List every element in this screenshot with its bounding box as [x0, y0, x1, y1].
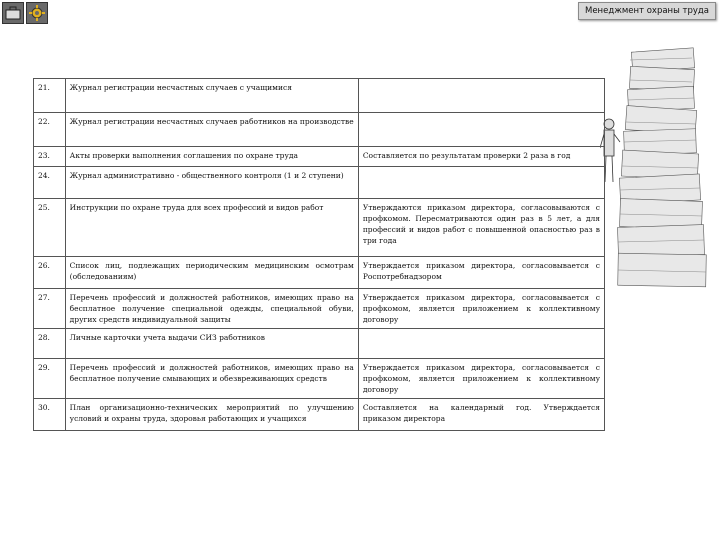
row-note: Составляется по результатам проверки 2 раза в год — [358, 147, 604, 167]
toolbox-icon[interactable] — [2, 2, 24, 24]
table-row — [34, 113, 605, 147]
section-title-badge: Менеджмент охраны труда — [578, 2, 716, 20]
row-note: Утверждаются приказом директора, согласовываются с профкомом. Пересматриваются один раз в 5 лет, а для профессий и видов работ с повышенной опасностью раз в три года — [358, 199, 604, 257]
top-icon-bar — [2, 2, 48, 24]
row-document-name: Личные карточки учета выдачи СИЗ работников — [65, 329, 358, 359]
row-note — [358, 167, 604, 199]
row-document-name: Акты проверки выполнения соглашения по охране труда — [65, 147, 358, 167]
row-document-name: Журнал регистрации несчастных случаев работников на производстве — [65, 113, 358, 147]
table-row — [34, 199, 605, 257]
table-row — [34, 399, 605, 431]
row-number: 28. — [34, 329, 66, 359]
row-note: Утверждается приказом директора, согласовывается с профкомом, является приложением к коллективному договору — [358, 359, 604, 399]
row-document-name: Журнал регистрации несчастных случаев с учащимися — [65, 79, 358, 113]
table-row — [34, 359, 605, 399]
row-note: Утверждается приказом директора, согласовывается с Роспотребнадзором — [358, 257, 604, 289]
row-document-name: План организационно-технических мероприятий по улучшению условий и охраны труда, здоровья работающих и учащихся — [65, 399, 358, 431]
table-row — [34, 329, 605, 359]
row-note: Утверждается приказом директора, согласовывается с профкомом, является приложением к коллективному договору — [358, 289, 604, 329]
row-number: 21. — [34, 79, 66, 113]
table-row — [34, 79, 605, 113]
table-row — [34, 147, 605, 167]
row-document-name: Журнал административно - общественного контроля (1 и 2 ступени) — [65, 167, 358, 199]
gear-icon[interactable] — [26, 2, 48, 24]
row-document-name: Инструкции по охране труда для всех профессий и видов работ — [65, 199, 358, 257]
row-number: 23. — [34, 147, 66, 167]
row-document-name: Перечень профессий и должностей работников, имеющих право на бесплатное получение смывающих и обезвреживающих средств — [65, 359, 358, 399]
row-number: 27. — [34, 289, 66, 329]
table-row — [34, 289, 605, 329]
document-table-container — [33, 78, 605, 431]
row-note — [358, 329, 604, 359]
row-number: 25. — [34, 199, 66, 257]
row-note: Составляется на календарный год. Утверждается приказом директора — [358, 399, 604, 431]
row-note — [358, 113, 604, 147]
row-number: 29. — [34, 359, 66, 399]
row-note — [358, 79, 604, 113]
table-row — [34, 257, 605, 289]
row-number: 30. — [34, 399, 66, 431]
documents-table — [33, 78, 605, 431]
table-row — [34, 167, 605, 199]
row-document-name: Список лиц, подлежащих периодическим медицинским осмотрам (обследованиям) — [65, 257, 358, 289]
paper-stack-illustration — [600, 42, 718, 302]
row-document-name: Перечень профессий и должностей работников, имеющих право на бесплатное получение специальной одежды, специальной обуви, других средств индивидуальной защиты — [65, 289, 358, 329]
row-number: 22. — [34, 113, 66, 147]
row-number: 26. — [34, 257, 66, 289]
row-number: 24. — [34, 167, 66, 199]
